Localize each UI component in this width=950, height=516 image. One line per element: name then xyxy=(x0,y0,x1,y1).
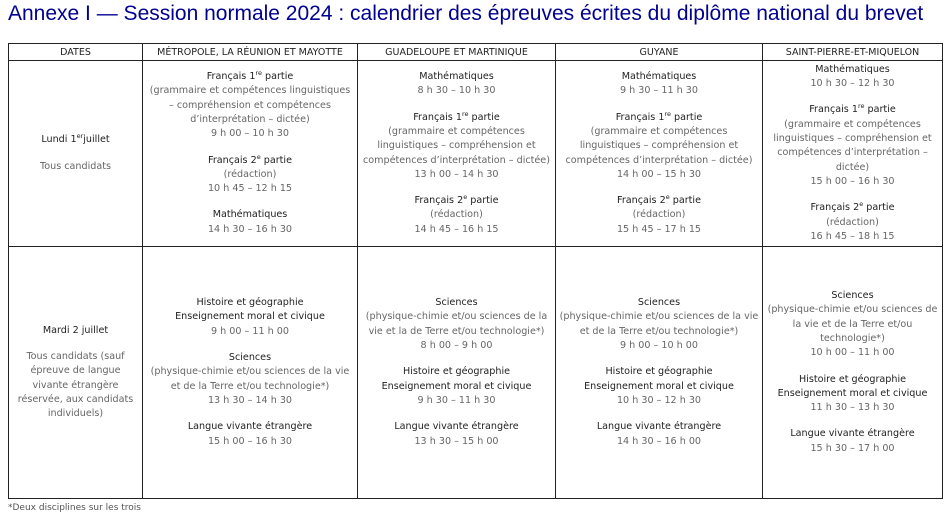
subject-sup: e xyxy=(859,200,864,209)
exam-time: 9 h 30 – 11 h 30 xyxy=(620,85,698,97)
subject-sup: re xyxy=(664,109,671,118)
subject-name: Français 2 xyxy=(208,154,257,166)
subject-after: partie xyxy=(670,111,703,123)
exam-subject xyxy=(146,154,354,168)
exam-time: 9 h 00 – 10 h 00 xyxy=(620,340,698,352)
exam-block xyxy=(766,103,939,189)
subject-name: Langue vivante étrangère xyxy=(596,421,722,433)
subject-sup: e xyxy=(256,152,261,161)
subject-after: partie xyxy=(864,104,896,116)
table-row xyxy=(9,247,943,499)
exam-block xyxy=(559,420,759,449)
exam-time: 10 h 00 – 11 h 00 xyxy=(810,347,895,359)
exam-description: (physique-chimie et/ou sciences de la vie et de la Terre et/ou technologie*) xyxy=(767,304,938,344)
subject-name: Sciences xyxy=(435,297,478,309)
subject-name: Langue vivante étrangère xyxy=(187,421,313,433)
subject-name: Français 1 xyxy=(809,104,858,116)
exam-subject xyxy=(766,289,939,303)
exam-subject xyxy=(766,103,939,117)
exam-time: 11 h 30 – 13 h 30 xyxy=(810,402,895,414)
header-guyane: GUYANE xyxy=(556,44,763,61)
header-guadeloupe: GUADELOUPE ET MARTINIQUE xyxy=(358,44,556,61)
day-text: Lundi 1 xyxy=(41,134,77,146)
exam-schedule-table xyxy=(8,43,943,499)
exam-time: 10 h 30 – 12 h 30 xyxy=(810,78,895,90)
exam-subject xyxy=(146,70,354,84)
subject-name: Histoire et géographie xyxy=(798,373,907,385)
exam-subject xyxy=(559,420,759,434)
exam-subject xyxy=(361,365,552,379)
exam-description: (grammaire et compétences linguistiques – compréhension et compétences d’interprétation – dictée) xyxy=(565,125,753,166)
exam-time: 14 h 45 – 16 h 15 xyxy=(414,223,499,235)
schedule-cell xyxy=(143,247,358,499)
exam-time: 15 h 45 – 17 h 15 xyxy=(616,223,702,235)
exam-time: 15 h 30 – 17 h 00 xyxy=(810,442,895,454)
exam-block xyxy=(559,296,759,353)
header-metropole: MÉTROPOLE, LA RÉUNION ET MAYOTTE xyxy=(143,44,358,61)
exam-time: 9 h 00 – 10 h 30 xyxy=(211,128,289,140)
subject-name: Histoire et géographie xyxy=(402,366,511,378)
exam-block xyxy=(766,373,939,416)
exam-block xyxy=(146,420,354,449)
exam-block xyxy=(146,351,354,408)
exam-time: 8 h 30 – 10 h 30 xyxy=(417,85,496,97)
subject-after: partie xyxy=(467,195,499,207)
schedule-cell xyxy=(556,247,763,499)
date-cell xyxy=(9,247,143,499)
exam-description: (rédaction) xyxy=(223,168,277,180)
day-text: Mardi 2 juillet xyxy=(42,324,109,336)
exam-description: (grammaire et compétences linguistiques – compréhension et compétences d’interprétation – dictée) xyxy=(363,125,550,166)
exam-block xyxy=(361,365,552,408)
header-dates: DATES xyxy=(9,44,143,61)
exam-time: 10 h 30 – 12 h 30 xyxy=(616,394,702,406)
exam-time: 14 h 30 – 16 h 00 xyxy=(616,435,702,447)
subject-name: Histoire et géographie xyxy=(196,297,304,309)
exam-subject xyxy=(559,111,759,125)
subject-name: Mathématiques xyxy=(212,209,288,221)
subject-name: Mathématiques xyxy=(815,63,890,75)
subject-name: Français 1 xyxy=(206,71,256,83)
exam-time: 9 h 30 – 11 h 30 xyxy=(417,394,496,406)
subject-name: Français 2 xyxy=(414,195,464,207)
exam-subject xyxy=(361,111,552,125)
candidates-label: Tous candidats (sauf épreuve de langue vivante étrangère réservée, aux candidats individuels) xyxy=(17,350,134,420)
exam-subject-2: Enseignement moral et civique xyxy=(584,380,734,392)
subject-name: Langue vivante étrangère xyxy=(790,428,915,440)
subject-name: Français 1 xyxy=(615,111,665,123)
subject-name: Français 1 xyxy=(413,111,462,123)
exam-time: 16 h 45 – 18 h 15 xyxy=(810,230,895,242)
exam-subject xyxy=(146,420,354,434)
subject-after: partie xyxy=(863,202,895,214)
exam-time: 13 h 00 – 14 h 30 xyxy=(414,168,499,180)
subject-after: partie xyxy=(260,154,292,166)
exam-block xyxy=(559,111,759,182)
exam-description: (rédaction) xyxy=(826,216,879,228)
exam-block xyxy=(361,296,552,353)
subject-sup: e xyxy=(665,192,670,201)
candidates-label: Tous candidats xyxy=(40,160,111,172)
exam-subject xyxy=(766,63,939,77)
exam-time: 15 h 00 – 16 h 30 xyxy=(810,175,895,187)
exam-subject xyxy=(766,201,939,215)
subject-sup: re xyxy=(461,109,469,118)
exam-time: 15 h 00 – 16 h 30 xyxy=(207,435,293,447)
exam-subject xyxy=(361,420,552,434)
schedule-cell xyxy=(358,61,556,247)
header-spm: SAINT-PIERRE-ET-MIQUELON xyxy=(763,44,943,61)
exam-block xyxy=(766,201,939,244)
exam-time: 13 h 30 – 14 h 30 xyxy=(207,394,293,406)
subject-name: Mathématiques xyxy=(419,71,494,83)
exam-subject xyxy=(559,365,759,379)
exam-subject xyxy=(146,351,354,365)
exam-subject xyxy=(361,194,552,208)
exam-subject xyxy=(146,208,354,222)
day-text-after: juillet xyxy=(83,134,110,146)
exam-block xyxy=(559,365,759,408)
exam-time: 10 h 45 – 12 h 15 xyxy=(207,183,293,195)
exam-subject xyxy=(559,70,759,84)
schedule-cell xyxy=(143,61,358,247)
schedule-cell xyxy=(763,61,943,247)
exam-block xyxy=(146,296,354,339)
schedule-cell xyxy=(556,61,763,247)
exam-block xyxy=(146,70,354,141)
day-sup: er xyxy=(76,132,84,141)
subject-name: Mathématiques xyxy=(621,71,697,83)
page-title: Annexe I — Session normale 2024 : calendrier des épreuves écrites du diplôme national du brevet xyxy=(8,2,924,25)
exam-block xyxy=(559,70,759,99)
exam-subject xyxy=(146,296,354,310)
exam-subject xyxy=(361,296,552,310)
subject-sup: re xyxy=(255,68,262,77)
schedule-cell xyxy=(763,247,943,499)
subject-name: Histoire et géographie xyxy=(605,366,713,378)
exam-subject xyxy=(361,70,552,84)
date-cell xyxy=(9,61,143,247)
exam-block xyxy=(361,420,552,449)
exam-block xyxy=(559,194,759,237)
subject-after: partie xyxy=(261,71,294,83)
exam-block xyxy=(766,427,939,456)
exam-subject xyxy=(766,427,939,441)
exam-block xyxy=(361,111,552,182)
exam-time: 14 h 30 – 16 h 30 xyxy=(207,223,293,235)
subject-name: Français 2 xyxy=(810,202,860,214)
exam-block xyxy=(766,63,939,92)
exam-block xyxy=(146,208,354,237)
exam-block xyxy=(766,289,939,360)
exam-description: (rédaction) xyxy=(632,209,686,221)
subject-name: Français 2 xyxy=(617,195,666,207)
subject-name: Sciences xyxy=(831,290,874,302)
exam-time: 9 h 00 – 11 h 00 xyxy=(211,325,289,337)
subject-name: Langue vivante étrangère xyxy=(394,421,519,433)
exam-description: (physique-chimie et/ou sciences de la vie et de la Terre et/ou technologie*) xyxy=(559,311,759,337)
exam-subject-2: Enseignement moral et civique xyxy=(175,311,325,323)
exam-description: (rédaction) xyxy=(430,209,483,221)
subject-name: Sciences xyxy=(637,297,681,309)
exam-time: 14 h 00 – 15 h 30 xyxy=(616,168,702,180)
exam-block xyxy=(361,70,552,99)
exam-block xyxy=(146,154,354,197)
exam-time: 8 h 00 – 9 h 00 xyxy=(420,340,493,352)
subject-sup: re xyxy=(857,102,865,111)
exam-description: (physique-chimie et/ou sciences de la vie et la de Terre et/ou technologie*) xyxy=(365,311,548,337)
header-row xyxy=(9,44,943,61)
exam-time: 13 h 30 – 15 h 00 xyxy=(414,435,499,447)
table-row xyxy=(9,61,943,247)
subject-after: partie xyxy=(468,111,500,123)
exam-description: (grammaire et compétences linguistiques – compréhension et compétences d’interprétation – dictée) xyxy=(773,118,932,173)
day-label xyxy=(12,133,139,147)
day-label xyxy=(12,324,139,338)
exam-subject-2: Enseignement moral et civique xyxy=(381,380,532,392)
exam-subject-2: Enseignement moral et civique xyxy=(777,387,928,399)
exam-subject xyxy=(559,296,759,310)
subject-sup: e xyxy=(463,192,468,201)
exam-subject xyxy=(559,194,759,208)
footnote: *Deux disciplines sur les trois xyxy=(8,503,141,513)
exam-subject xyxy=(766,373,939,387)
exam-block xyxy=(361,194,552,237)
subject-after: partie xyxy=(669,195,701,207)
exam-description: (physique-chimie et/ou sciences de la vie et de la Terre et/ou technologie*) xyxy=(150,366,350,392)
schedule-cell xyxy=(358,247,556,499)
exam-description: (grammaire et compétences linguistiques – compréhension et compétences d’interprétation – dictée) xyxy=(149,85,351,125)
subject-name: Sciences xyxy=(228,352,272,364)
